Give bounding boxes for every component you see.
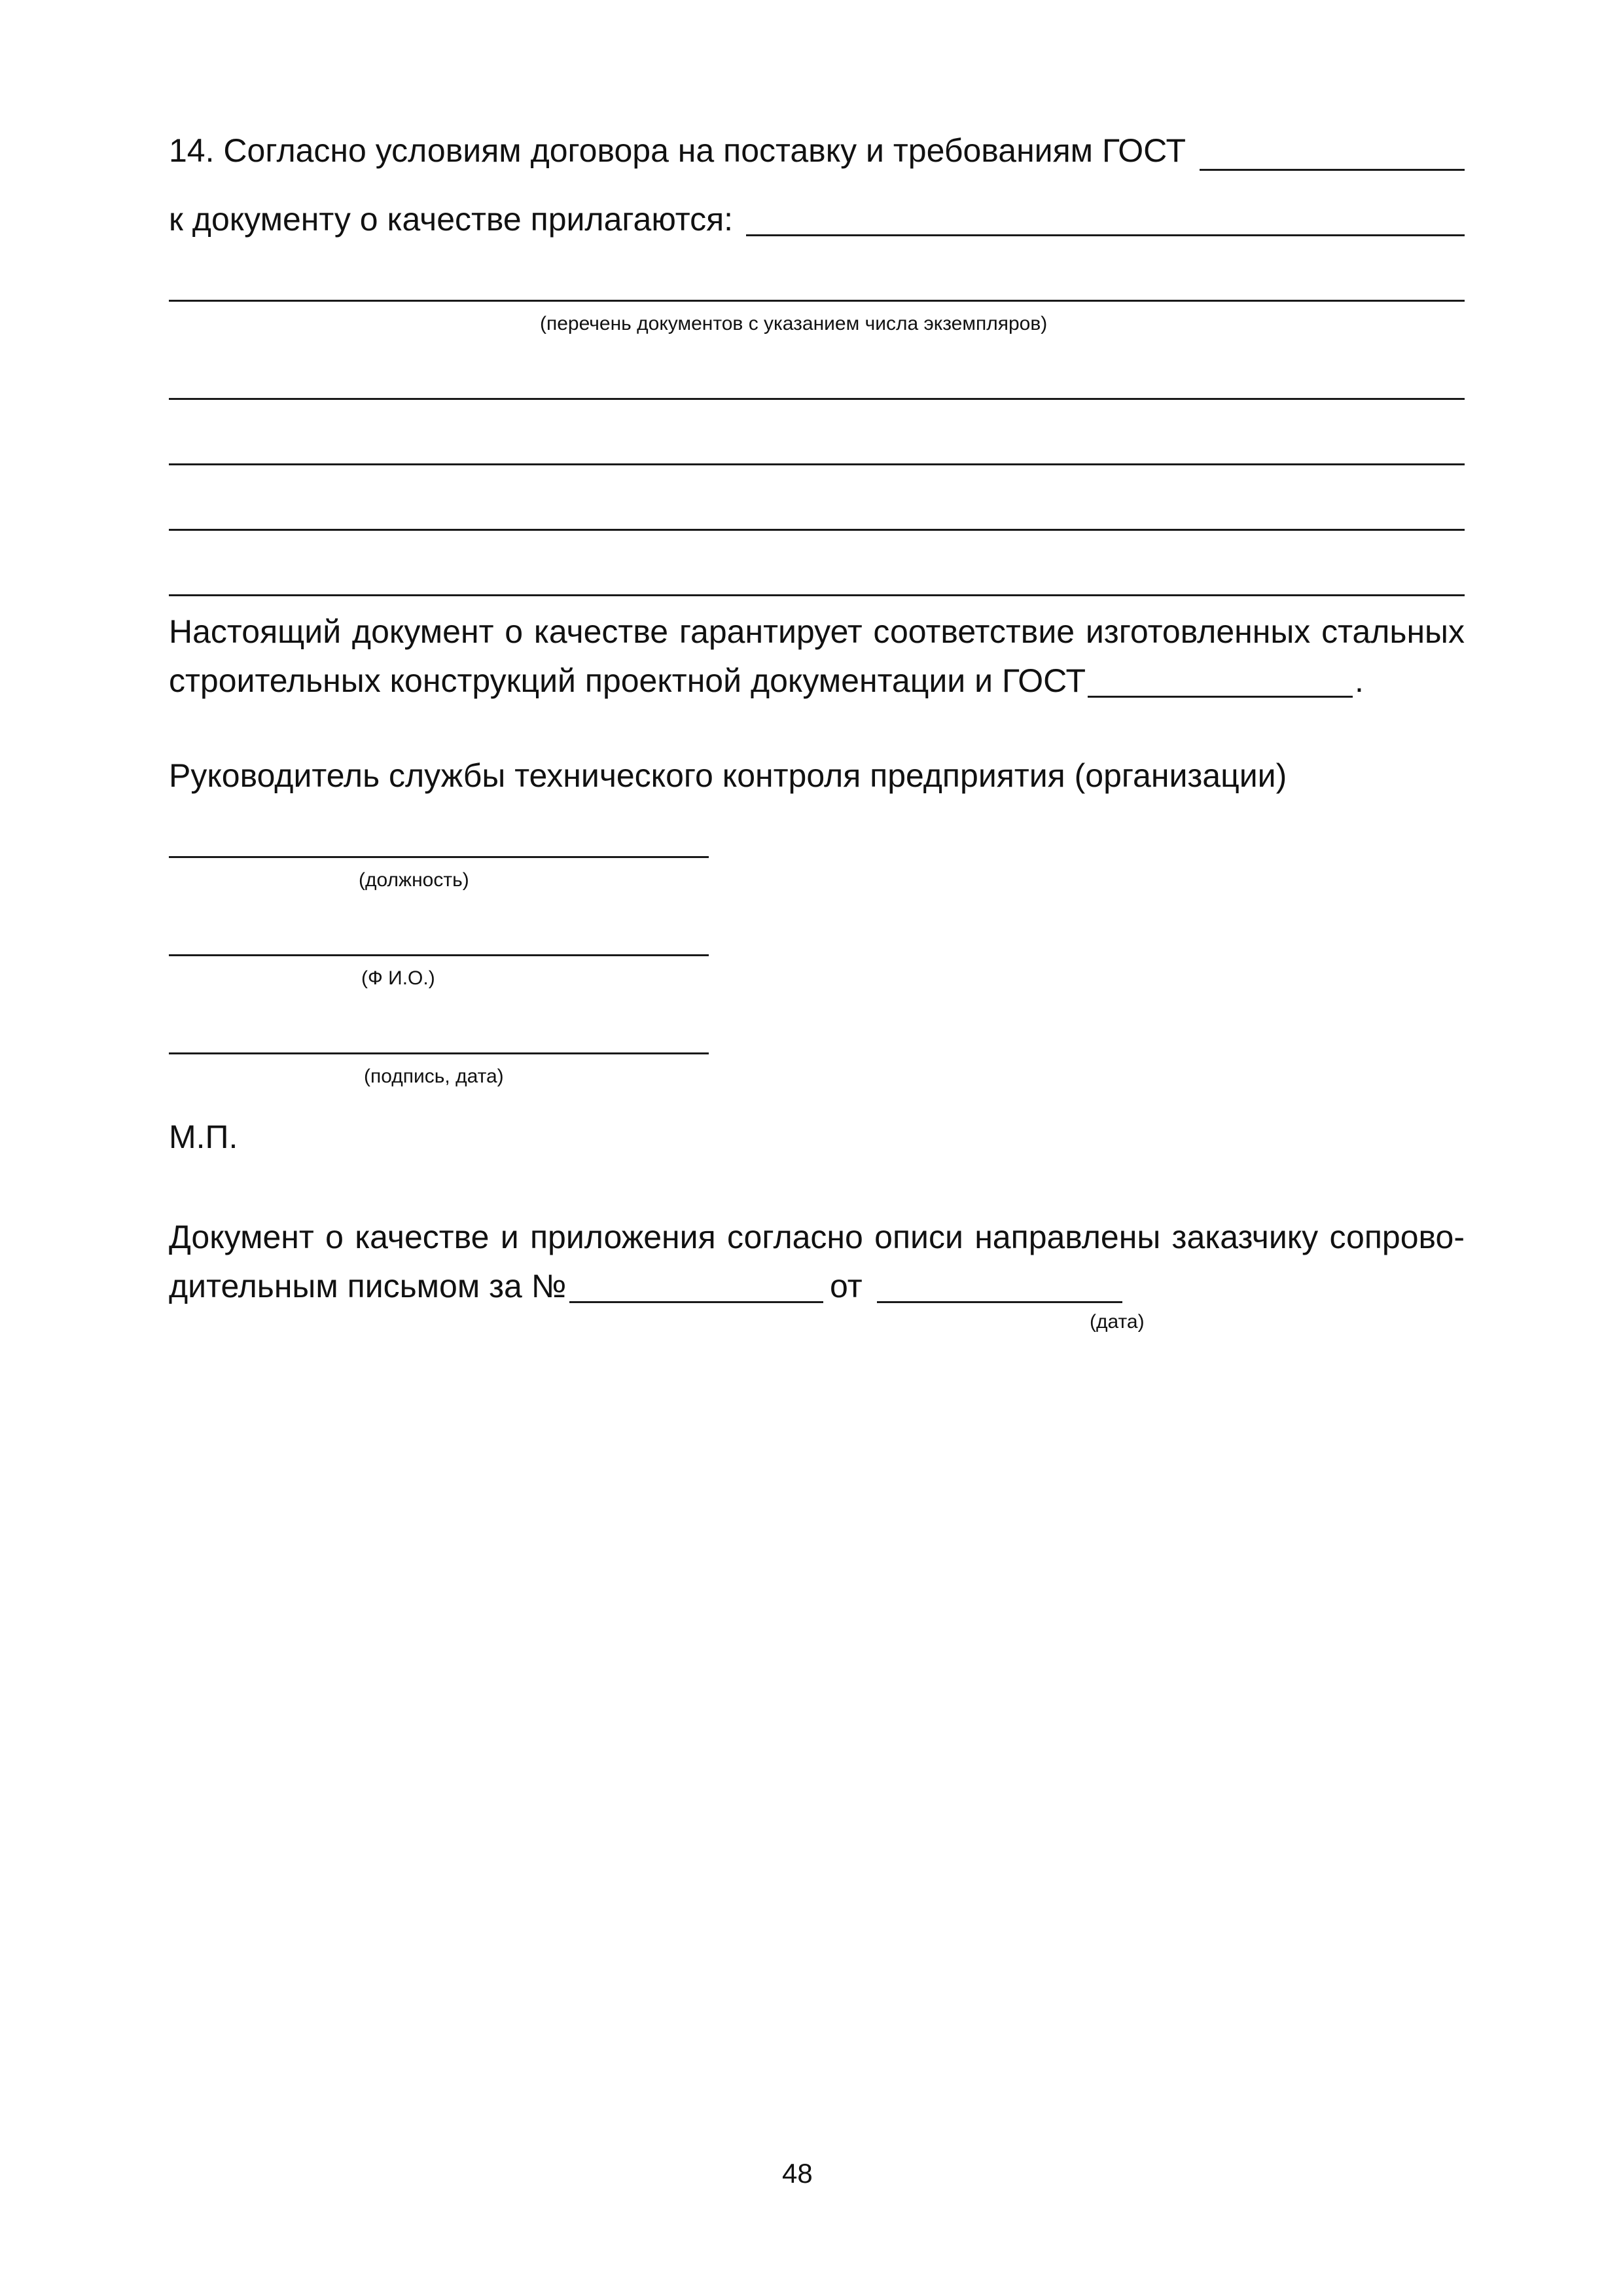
full-name-caption: (Ф И.О.) [361,967,435,989]
attachments-field-3[interactable] [169,398,1465,400]
guarantee-line2: строительных конструкций проектной документации и ГОСТ [169,662,1086,699]
guarantee-period: . [1355,662,1364,699]
dispatch-line1: Документ о качестве и приложения согласно описи направлены заказчику сопрово- [169,1219,1465,1255]
dispatch-line2-prefix: дительным письмом за № [169,1268,567,1304]
attachments-field-6[interactable] [169,594,1465,596]
position-caption: (должность) [359,869,469,891]
dispatch-from-label: от [830,1268,863,1304]
section14-line1: 14. Согласно условиям договора на поставку и требованиям ГОСТ [169,132,1186,169]
guarantee-gost-field[interactable] [1088,696,1353,698]
head-title: Руководитель службы технического контроля предприятия (организации) [169,757,1287,794]
signature-date-field[interactable] [169,1052,709,1054]
stamp-label: М.П. [169,1119,238,1155]
date-caption: (дата) [1090,1311,1145,1333]
page-number: 48 [782,2158,813,2189]
gost-number-field[interactable] [1200,169,1465,171]
attachments-field-5[interactable] [169,529,1465,531]
signature-date-caption: (подпись, дата) [364,1066,504,1087]
letter-date-field[interactable] [877,1301,1122,1303]
attachments-field-4[interactable] [169,463,1465,465]
attachments-caption: (перечень документов с указанием числа экземпляров) [540,313,1048,334]
full-name-field[interactable] [169,954,709,956]
guarantee-line1: Настоящий документ о качестве гарантирует соответствие изготовленных стальных [169,613,1465,650]
attachments-field-2[interactable] [169,300,1465,302]
position-field[interactable] [169,856,709,858]
attachments-field-1[interactable] [746,234,1465,236]
letter-number-field[interactable] [569,1301,823,1303]
section14-line2: к документу о качестве прилагаются: [169,201,734,238]
